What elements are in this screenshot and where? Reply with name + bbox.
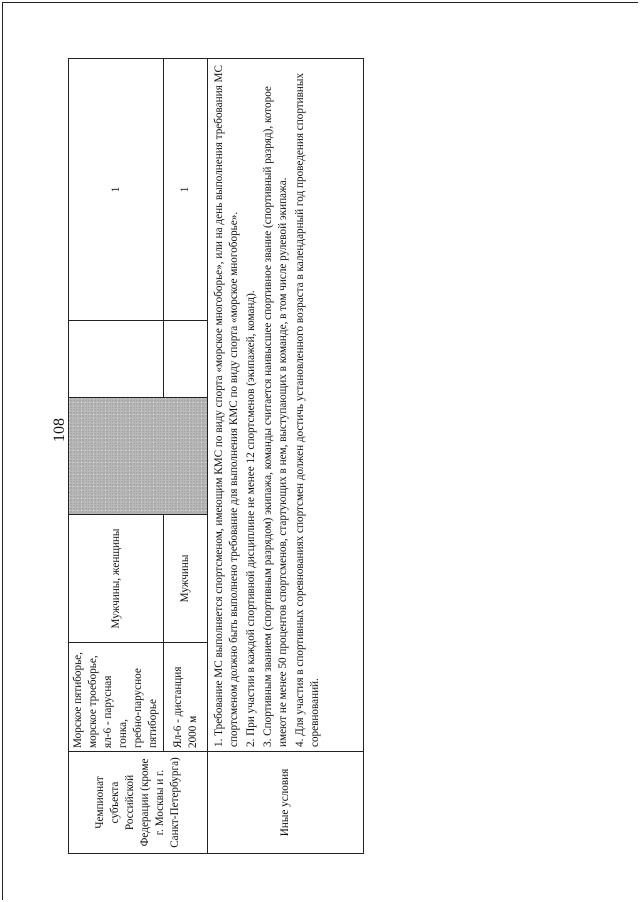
other-conditions-cell [208,59,364,752]
page-number: 108 [51,418,68,442]
discipline-item: морское троеборье, [87,655,99,748]
condition-item: 4. Для участия в спортивных соревнованиях спортсмен должен достичь установленного возраста в календарный год проведения спортивных соревнований. [294,72,321,747]
championship-cell: Чемпионат субъекта Российской Федерации (кроме г. Москвы и г. Санкт-Петербурга) [69,752,208,854]
gender-cell: Мужчины, женщины [69,515,164,643]
rotated-table-wrapper [68,58,328,854]
disciplines-cell [164,643,208,752]
count-cell: 1 [69,59,164,321]
norms-table [68,58,364,854]
empty-cell [69,321,164,398]
condition-item: 2. При участии в каждой спортивной дисциплине не менее 12 спортсменов (экипажей, команд). [245,290,257,747]
table-row [69,59,164,854]
discipline-item: Ял-6 - дистанция 2000 м [171,666,199,748]
discipline-item: гребно-парусное пятиборье [132,668,159,748]
shaded-cell [69,398,208,515]
disciplines-cell [69,643,164,752]
gender-cell: Мужчины [164,515,208,643]
table-row [208,59,364,854]
condition-item: 3. Спортивным званием (спортивным разрядом) экипажа, команды считается наивысшее спортивное звание (спортивный разряд), которое имеют не менее 50 процентов спортсменов, стартующих в нем, выступающих в команде, в том числе рулевой экипажа. [262,86,289,747]
other-conditions-label: Иные условия [208,752,364,854]
condition-item: 1. Требование МС выполняется спортсменом, имеющим КМС по виду спорта «морское многоборье», или на день выполнения требования МС спортсменом должно быть выполнено требование для выполнения КМС по виду спорта «морское многоборье». [213,65,240,747]
count-cell: 1 [164,59,208,321]
discipline-item: ял-6 - парусная гонка, [102,675,129,748]
discipline-item: Морское пятиборье, [72,652,84,748]
empty-cell [164,321,208,398]
